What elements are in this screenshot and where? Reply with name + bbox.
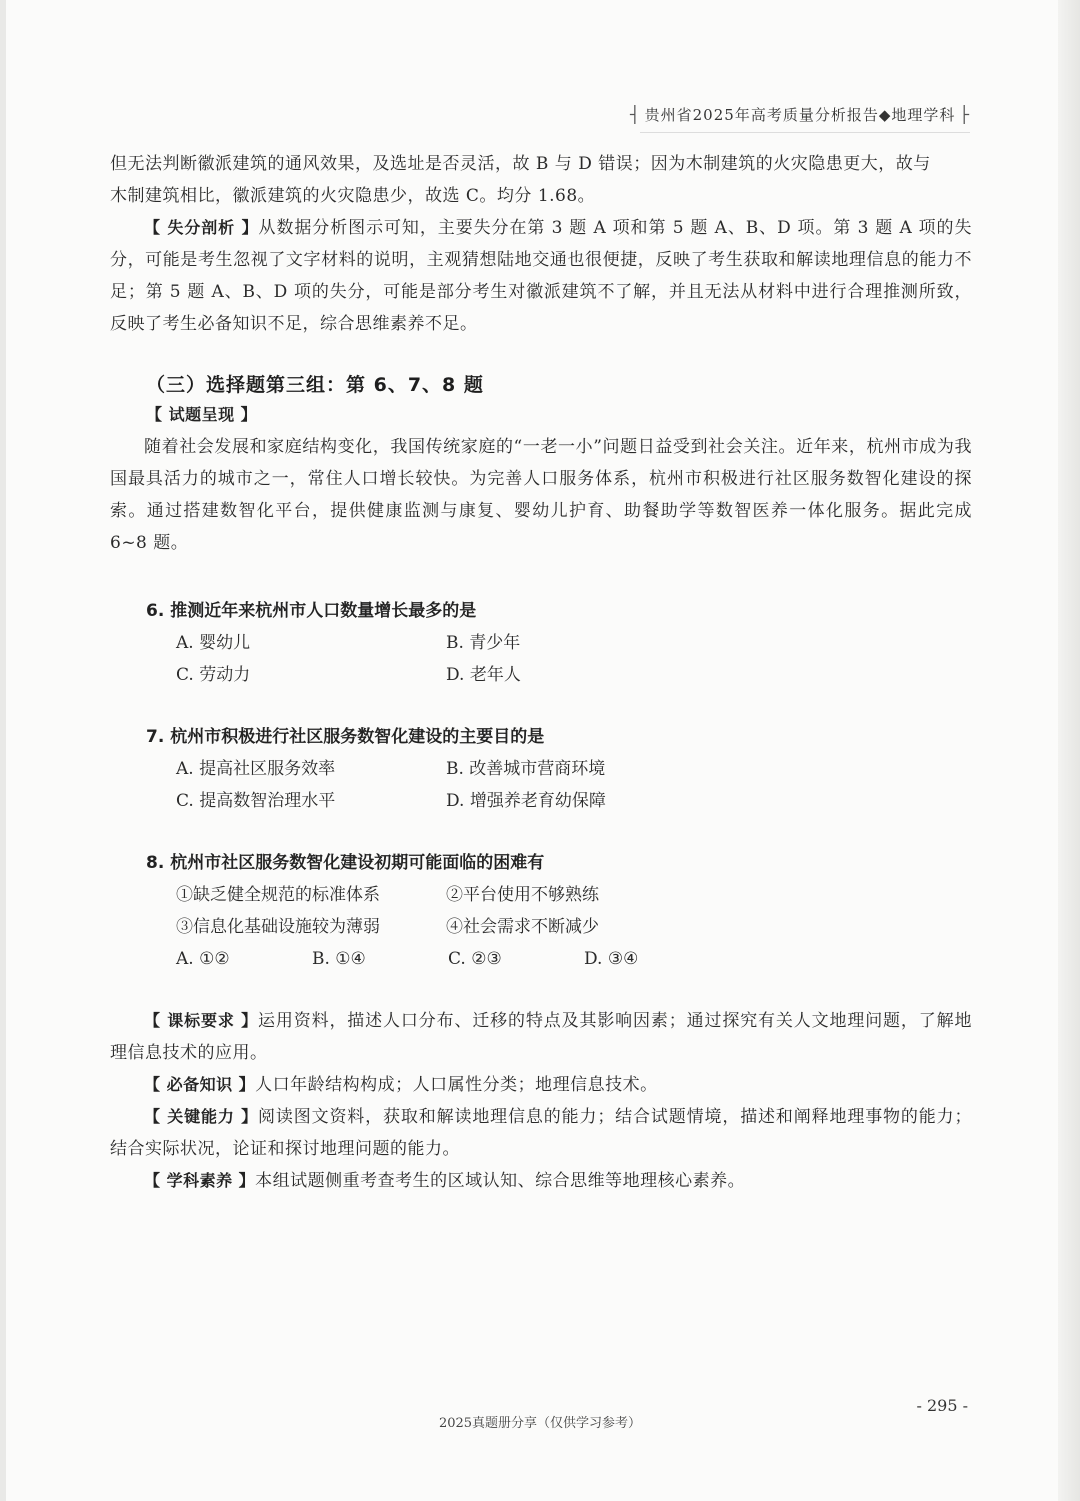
question-8-option-b: B. ①④ [312,949,366,969]
question-7-options [176,753,972,817]
question-6-options [176,627,972,691]
requirements-block [110,1005,972,1197]
loss-analysis-tag: 【 失分剖析 】 [144,218,259,237]
question-7-option-d: D. 增强养老育幼保障 [446,791,606,811]
requirement-literacy [110,1165,972,1197]
question-7-option-a: A. 提高社区服务效率 [176,759,336,779]
question-8-option-a: A. ①② [176,949,230,969]
footer-note: 2025真题册分享（仅供学习参考） [438,1416,642,1431]
header-title: 贵州省2025年高考质量分析报告◆地理学科 [644,106,956,124]
question-8-option-d: D. ③④ [584,949,639,969]
question-6-option-d: D. 老年人 [446,665,521,685]
requirement-literacy-tag: 【 学科素养 】 [144,1171,256,1190]
requirement-curriculum-tag: 【 课标要求 】 [144,1011,259,1030]
requirement-knowledge-tag: 【 必备知识 】 [144,1075,256,1094]
presentation-tag: 【 试题呈现 】 [146,405,258,424]
requirement-curriculum [110,1005,972,1069]
requirement-ability [110,1101,972,1165]
presentation-tag-line [146,399,972,431]
requirement-knowledge-text: 人口年龄结构构成；人口属性分类；地理信息技术。 [255,1075,658,1095]
question-6-option-c: C. 劳动力 [176,665,251,685]
requirement-knowledge [110,1069,972,1101]
requirement-ability-tag: 【 关键能力 】 [144,1107,259,1126]
question-8-items [176,879,972,943]
continuation-line-2: 木制建筑相比，徽派建筑的火灾隐患少，故选 C。均分 1.68。 [110,186,596,206]
header-bar-left: ┤ [630,105,641,124]
header-bar-right: ├ [959,105,970,124]
section-intro: 随着社会发展和家庭结构变化，我国传统家庭的“一老一小”问题日益受到社会关注。近年来，杭州市成为我国最具活力的城市之一，常住人口增长较快。为完善人口服务体系，杭州市积极进行社区服务数智化建设的探索。通过搭建数智化平台，提供健康监测与康复、婴幼儿护育、助餐助学等数智医养一体化服务。据此完成 6~8 题。 [110,437,972,553]
continuation-line-1: 但无法判断徽派建筑的通风效果，及选址是否灵活，故 B 与 D 错误；因为木制建筑的火灾隐患更大，故与 [110,154,931,174]
page-edge-left [0,0,6,1501]
loss-analysis-text: 从数据分析图示可知，主要失分在第 3 题 A 项和第 5 题 A、B、D 项。第 3 题 A 项的失分，可能是考生忽视了文字材料的说明，主观猜想陆地交通也很便捷，反映了考生获取和解读地理信息的能力不足；第 5 题 A、B、D 项的失分，可能是部分考生对徽派建筑不了解，并且无法从材料中进行合理推测所致，反映了考生必备知识不足，综合思维素养不足。 [110,218,972,334]
requirement-curriculum-text: 运用资料，描述人口分布、迁移的特点及其影响因素；通过探究有关人文地理问题，了解地理信息技术的应用。 [110,1011,972,1063]
page-number: - 295 - [916,1396,968,1415]
running-header [630,104,970,125]
requirement-literacy-text: 本组试题侧重考查考生的区域认知、综合思维等地理核心素养。 [255,1171,746,1191]
loss-analysis-paragraph [110,212,972,340]
question-7-option-c: C. 提高数智治理水平 [176,791,336,811]
question-6-stem: 6. 推测近年来杭州市人口数量增长最多的是 [146,601,477,621]
question-6-option-b: B. 青少年 [446,633,521,653]
loss-analysis [110,212,972,340]
question-7 [110,721,972,817]
section-title: （三）选择题第三组：第 6、7、8 题 [146,374,484,396]
question-8-options [176,943,972,975]
question-7-option-b: B. 改善城市营商环境 [446,759,606,779]
question-6-option-a: A. 婴幼儿 [176,633,251,653]
question-8-stem: 8. 杭州市社区服务数智化建设初期可能面临的困难有 [146,853,545,873]
question-7-stem: 7. 杭州市积极进行社区服务数智化建设的主要目的是 [146,727,545,747]
continuation-paragraph [110,148,972,212]
question-8-option-c: C. ②③ [448,949,502,969]
requirement-ability-text: 阅读图文资料，获取和解读地理信息的能力；结合试题情境，描述和阐释地理事物的能力；结合实际状况，论证和探讨地理问题的能力。 [110,1107,972,1159]
question-8-item-4: ④社会需求不断减少 [446,917,599,937]
question-8-item-3: ③信息化基础设施较为薄弱 [176,917,380,937]
question-8 [110,847,972,975]
question-8-item-1: ①缺乏健全规范的标准体系 [176,885,380,905]
section-three [110,370,972,559]
header-rule [640,132,970,133]
page-edge-right [1058,0,1080,1501]
question-6 [110,595,972,691]
question-8-item-2: ②平台使用不够熟练 [446,885,599,905]
